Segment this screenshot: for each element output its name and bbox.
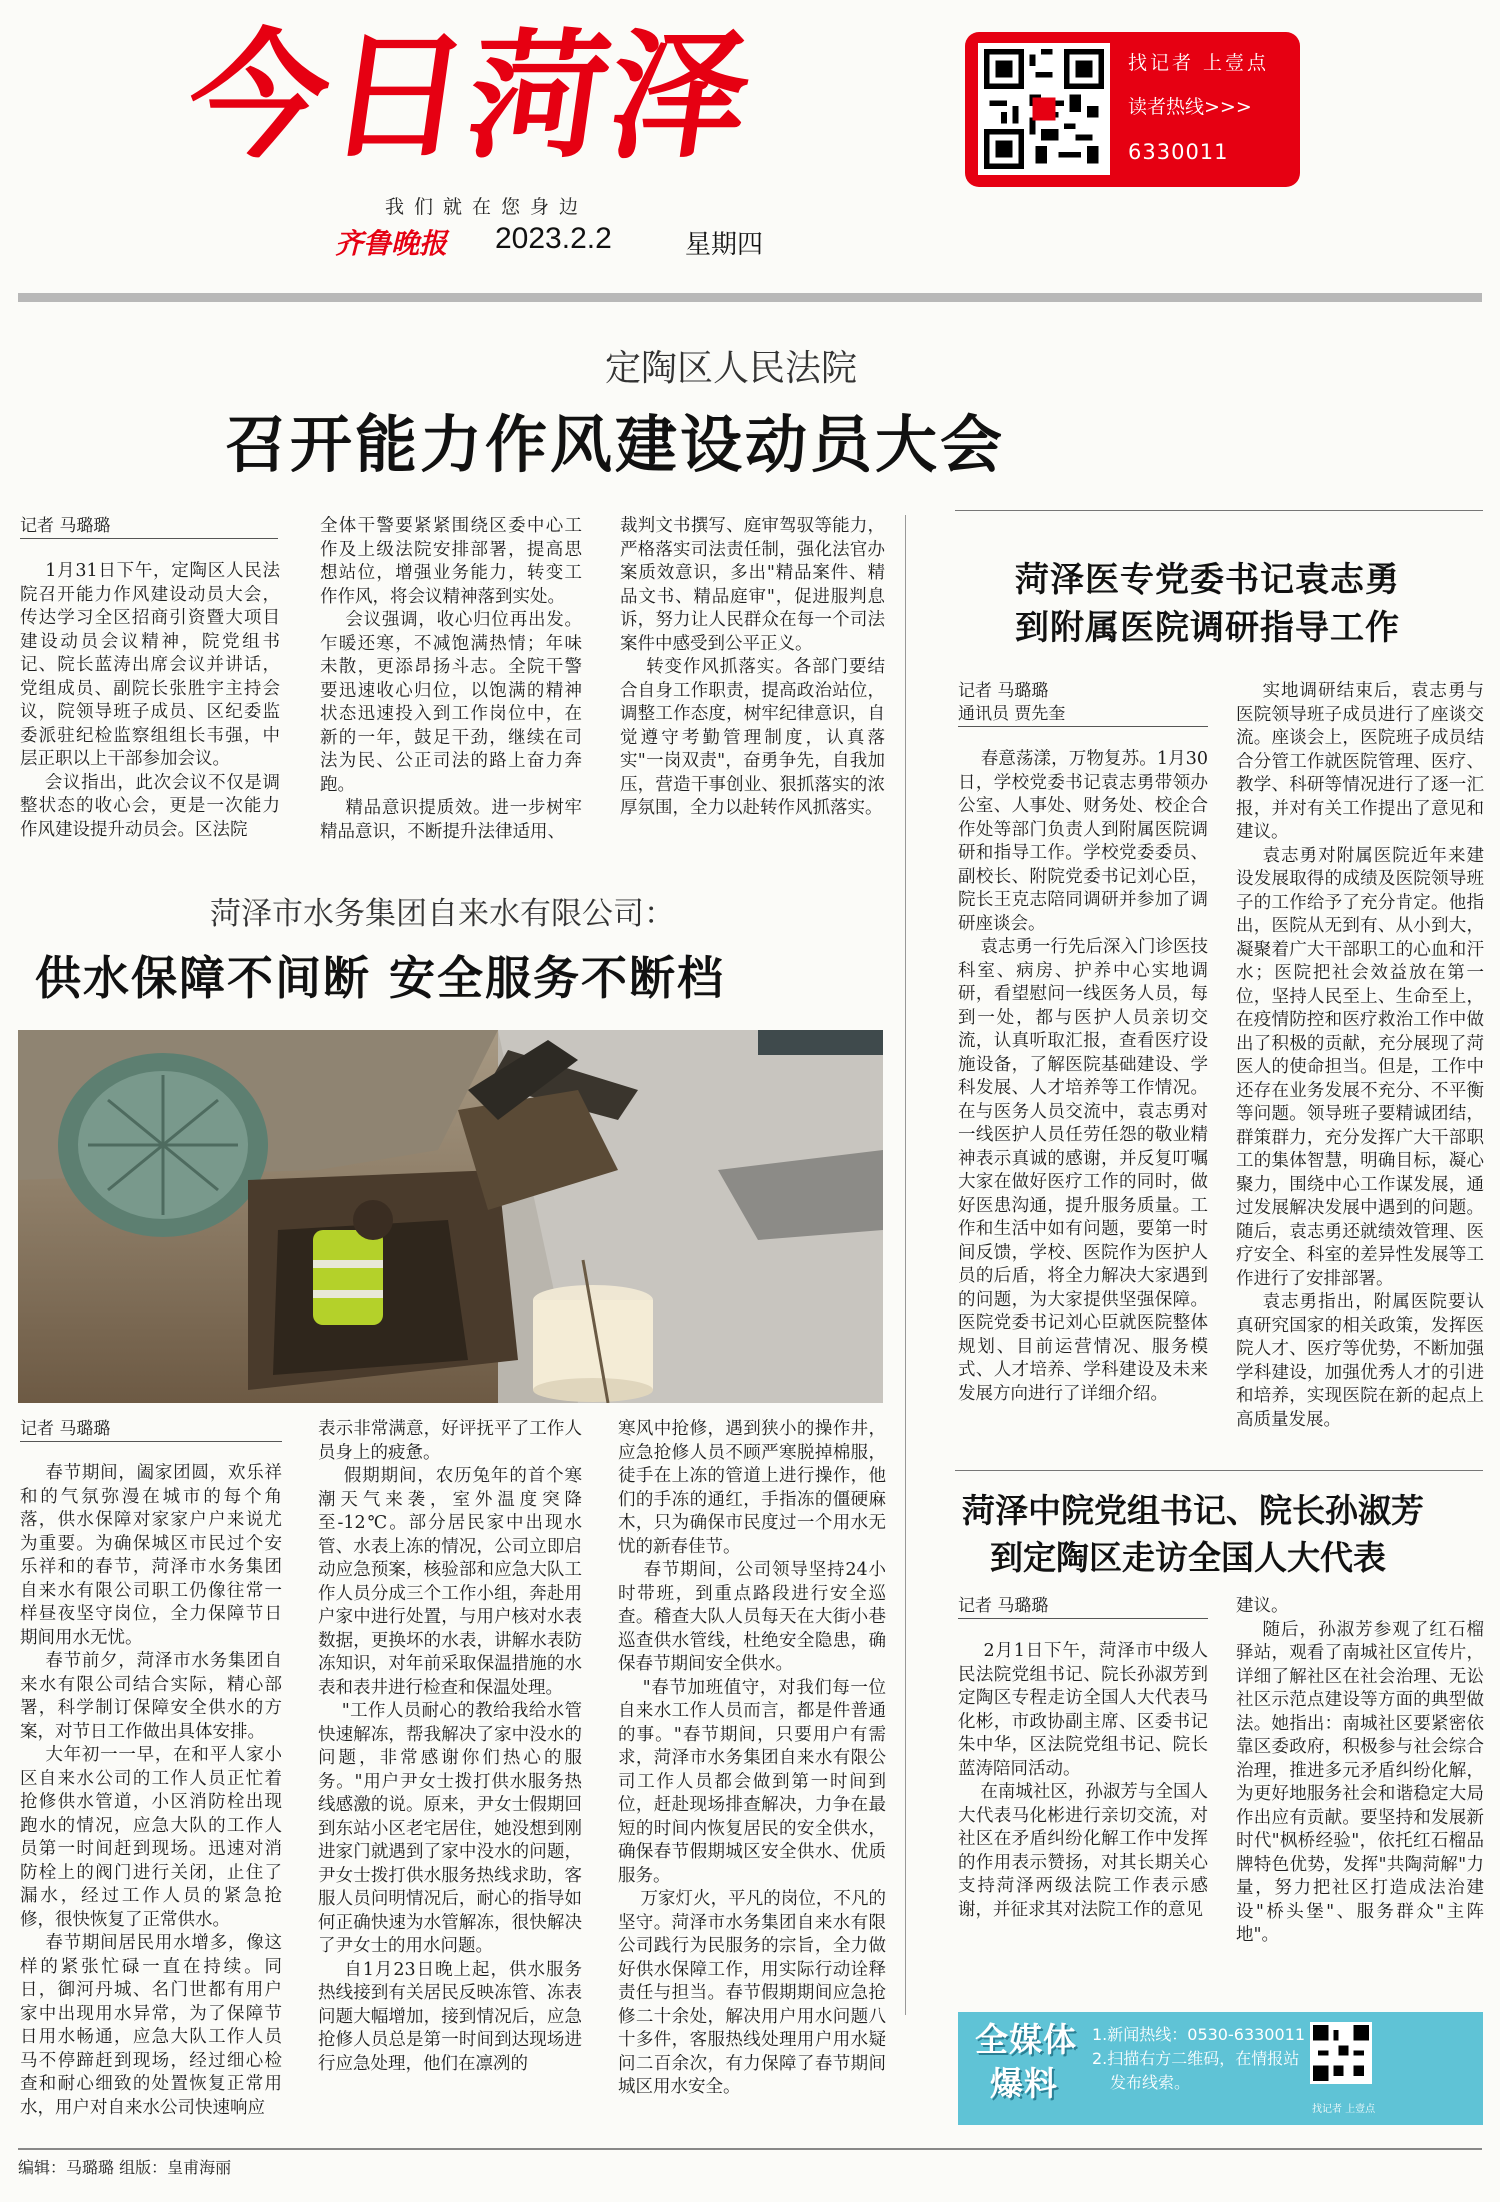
article1-title: 召开能力作风建设动员大会 (225, 408, 1006, 481)
ad-hotline: 1.新闻热线：0530-6330011 (1092, 2025, 1306, 2044)
article1-col1: 1月31日下午，定陶区人民法院召开能力作风建设动员大会，传达学习全区招商引资暨大项目建设动员会议精神，院党组书记、院长蓝涛出席会议并讲话，党组成员、副院长张胜宇主持会议，院领导班子成员、区纪委监委派驻纪检监察组组长韦强，中层正职以上干部参加会议。 会议指出，此次会议不仅是调整状态的收心会，更是一次能力作风建设提升动员会。区法院 (20, 561, 280, 840)
article4-col1: 2月1日下午，菏泽市中级人民法院党组书记、院长孙淑芳到定陶区专程走访全国人大代表马化彬，市政协副主席、区委书记朱中华，区法院党组书记、院长蓝涛陪同活动。 在南城社区，孙淑芳与全国人大代表马化彬进行亲切交流，对社区在矛盾纠纷化解工作中发挥的作用表示赞扬，对其长期关心支持菏泽两级法院工作表示感谢，并征求其对法院工作的意见 (958, 1641, 1208, 1920)
article4-title-line1: 菏泽中院党组书记、院长孙淑芳 (962, 1491, 1424, 1530)
byline-rule (20, 1441, 282, 1442)
brand-name: 齐鲁晚报 (335, 227, 448, 260)
hotline-label: 读者热线>>> (1128, 96, 1252, 118)
editor-credits: 编辑：马璐璐 组版：皇甫海丽 (18, 2158, 232, 2177)
article2-col1: 春节期间，阖家团圆，欢乐祥和的气氛弥漫在城市的每个角落，供水保障对家家户户来说尤为重要。为确保城区市民过个安乐祥和的春节，菏泽市水务集团自来水有限公司职工仍像往常一样昼夜坚守岗位，全力保障节日期间用水无忧。 春节前夕，菏泽市水务集团自来水有限公司结合实际，精心部署，科学制订保障安全供水的方案，对节日工作做出具体安排。 大年初一一早，在和平人家小区自来水公司的工作人员正忙着抢修供水管道，小区消防栓出现跑水的情况，应急大队的工作人员第一时间赶到现场。迅速对消防栓上的阀门进行关闭，止住了漏水，经过工作人员的紧急抢修，很快恢复了正常供水。 春节期间居民用水增多，像这样的紧张忙碌一直在持续。同日，御河丹城、名门世都有用户家中出现用水异常，为了保障节日用水畅通，应急大队工作人员马不停蹄赶到现场，经过细心检查和耐心细致的处置恢复正常用水，用户对自来水公司快速响应 (20, 1463, 282, 2118)
article2-byline: 记者 马璐璐 (20, 1419, 111, 1439)
section-rule (955, 510, 1483, 511)
byline-rule (958, 726, 1208, 727)
ad-publish-text: 发布线索。 (1110, 2073, 1191, 2092)
article1-col3: 裁判文书撰写、庭审驾驭等能力，严格落实司法责任制，强化法官办案质效意识，多出"精品案件、精品文书、精品庭审"，促进服判息诉，努力让人民群众在每一个司法案件中感受到公平正义。 转变作风抓落实。各部门要结合自身工作职责，提高政治站位，调整工作态度，树牢纪律意识，自觉遵守考勤管理制度，认真落实"一岗双责"，奋勇争先，自我加压，营造干事创业、狠抓落实的浓厚氛围，全力以赴转作风抓落实。 (620, 516, 885, 818)
article2-title: 供水保障不间断 安全服务不断档 (35, 951, 726, 1005)
article4-title-line2: 到定陶区走访全国人大代表 (990, 1538, 1386, 1577)
article4-byline: 记者 马璐璐 (958, 1596, 1049, 1616)
masthead-divider (18, 293, 1482, 302)
ad-scan-text: 2.扫描右方二维码，在情报站 (1092, 2049, 1300, 2068)
ad-qr-caption: 找记者 上壹点 (1312, 2104, 1376, 2115)
column-divider (905, 515, 906, 2015)
article3-col2: 实地调研结束后，袁志勇与医院领导班子成员进行了座谈交流。座谈会上，医院班子成员结合分管工作就医院管理、医疗、教学、科研等情况进行了逐一汇报，并对有关工作提出了意见和建议。 袁志勇对附属医院近年来建设发展取得的成绩及医院领导班子的工作给予了充分肯定。他指出，医院从无到有、从小到大，凝聚着广大干部职工的心血和汗水；医院把社会效益放在第一位，坚持人民至上、生命至上，在疫情防控和医疗救治工作中做出了积极的贡献，充分展现了菏医人的使命担当。但是，工作中还存在业务发展不充分、不平衡等问题。领导班子要精诚团结，群策群力，充分发挥广大干部职工的集体智慧，明确目标，凝心聚力，围绕中心工作谋发展，通过发展解决发展中遇到的问题。随后，袁志勇还就绩效管理、医疗安全、科室的差异性发展等工作进行了安排部署。 袁志勇指出，附属医院要认真研究国家的相关政策，发挥医院人才、医疗等优势，不断加强学科建设，加强优秀人才的引进和培养，实现医院在新的起点上高质量发展。 (1236, 681, 1484, 1430)
find-reporter-label: 找记者 上壹点 (1128, 52, 1270, 74)
article1-col2: 全体干警要紧紧围绕区委中心工作及上级法院安排部署，提高思想站位，增强业务能力，转变工作作风，将会议精神落到实处。 会议强调，收心归位再出发。乍暖还寒，不减饱满热情；年味未散，更添昂扬斗志。全院干警要迅速收心归位，以饱满的精神状态迅速投入到工作岗位中，在新的一年，鼓足干劲，继续在司法为民、公正司法的路上奋力奔跑。 精品意识提质效。进一步树牢精品意识，不断提升法律适用、 (320, 516, 582, 842)
byline-rule (958, 1618, 1208, 1619)
article1-byline: 记者 马璐璐 (20, 516, 111, 536)
issue-date: 2023.2.2 (495, 222, 612, 255)
ad-qr-code-icon[interactable] (1310, 2022, 1372, 2084)
issue-weekday: 星期四 (685, 230, 764, 260)
hotline-number: 6330011 (1128, 140, 1229, 164)
byline-rule (20, 538, 278, 539)
article4-col2: 建议。 随后，孙淑芳参观了红石榴驿站，观看了南城社区宣传片，详细了解社区在社会治理、无讼社区示范点建设等方面的典型做法。她指出：南城社区要紧密依靠区委政府，积极参与社会综合治理，推进多元矛盾纠纷化解，为更好地服务社会和谐稳定大局作出应有贡献。要坚持和发展新时代"枫桥经验"，依托红石榴品牌特色优势，发挥"共陶菏解"力量，努力把社区打造成法治建设"桥头堡"、服务群众"主阵地"。 (1236, 1596, 1484, 1945)
section-rule (955, 1470, 1483, 1471)
article1-kicker: 定陶区人民法院 (605, 348, 858, 389)
qr-code-icon[interactable] (978, 43, 1110, 175)
article2-col3: 寒风中抢修，遇到狭小的操作井，应急抢修人员不顾严寒脱掉棉服，徒手在上冻的管道上进行操作，他们的手冻的通红，手指冻的僵硬麻木，只为确保市民度过一个用水无忧的新春佳节。 春节期间，公司领导坚持24小时带班，到重点路段进行安全巡查。稽查大队人员每天在大街小巷巡查供水管线，杜绝安全隐患，确保春节期间安全供水。 "春节加班值守，对我们每一位自来水工作人员而言，都是件普通的事。"春节期间，只要用户有需求，菏泽市水务集团自来水有限公司工作人员都会做到第一时间到位，赶赴现场排查解决，力争在最短的时间内恢复居民的安全供水，确保春节假期城区安全供水、优质服务。 万家灯火，平凡的岗位，不凡的坚守。菏泽市水务集团自来水有限公司践行为民服务的宗旨，全力做好供水保障工作，用实际行动诠释责任与担当。春节假期期间应急抢修二十余处，解决用户用水问题八十多件，客服热线处理用户用水疑问二百余次，有力保障了春节期间城区用水安全。 (618, 1419, 886, 2097)
newspaper-logo: 今日菏泽 (178, 16, 762, 177)
article2-kicker: 菏泽市水务集团自来水有限公司： (210, 896, 675, 932)
article3-byline: 记者 马璐璐 通讯员 贾先奎 (958, 681, 1066, 724)
slogan: 我们就在您身边 (385, 196, 589, 218)
article2-col2: 表示非常满意，好评抚平了工作人员身上的疲惫。 假期期间，农历兔年的首个寒潮天气来袭，室外温度突降至-12℃。部分居民家中出现水管、水表上冻的情况，公司立即启动应急预案，核验部和应急大队工作人员分成三个工作小组，奔赴用户家中进行处置，与用户核对水表数据，更换坏的水表，讲解水表防冻知识，对年前采取保温措施的水表和表井进行检查和保温处理。 "工作人员耐心的教给我给水管快速解冻，帮我解决了家中没水的问题，非常感谢你们热心的服务。"用户尹女士拨打供水服务热线感激的说。原来，尹女士假期回到东站小区老宅居住，她没想到刚进家门就遇到了家中没水的问题，尹女士拨打供水服务热线求助，客服人员问明情况后，耐心的指导如何正确快速为水管解冻，很快解决了尹女士的用水问题。 自1月23日晚上起，供水服务热线接到有关居民反映冻管、冻表问题大幅增加，接到情况后，应急抢修人员总是第一时间到达现场进行应急处理，他们在凛冽的 (318, 1419, 582, 2074)
article3-title-line2: 到附属医院调研指导工作 (1015, 608, 1400, 648)
water-repair-photo (18, 1030, 883, 1403)
ad-title-line1: 全媒体 (975, 2020, 1077, 2059)
footer-rule (18, 2148, 1482, 2150)
ad-title-line2: 爆料 (990, 2064, 1058, 2103)
article3-title-line1: 菏泽医专党委书记袁志勇 (1015, 560, 1400, 600)
article3-col1: 春意荡漾，万物复苏。1月30日，学校党委书记袁志勇带领办公室、人事处、财务处、校企合作处等部门负责人到附属医院调研和指导工作。学校党委委员、副校长、附院党委书记刘心臣，院长王克志陪同调研并参加了调研座谈会。 袁志勇一行先后深入门诊医技科室、病房、护养中心实地调研，看望慰问一线医务人员，每到一处，都与医护人员亲切交流，认真听取汇报，查看医疗设施设备，了解医院基础建设、学科发展、人才培养等工作情况。在与医务人员交流中，袁志勇对一线医护人员任劳任怨的敬业精神表示真诚的感谢，并反复叮嘱大家在做好医疗工作的同时，做好医患沟通，提升服务质量。工作和生活中如有问题，要第一时间反馈，学校、医院作为医护人员的后盾，将全力解决大家遇到的问题，为大家提供坚强保障。医院党委书记刘心臣就医院整体规划、目前运营情况、服务模式、人才培养、学科建设及未来发展方向进行了详细介绍。 (958, 749, 1208, 1404)
